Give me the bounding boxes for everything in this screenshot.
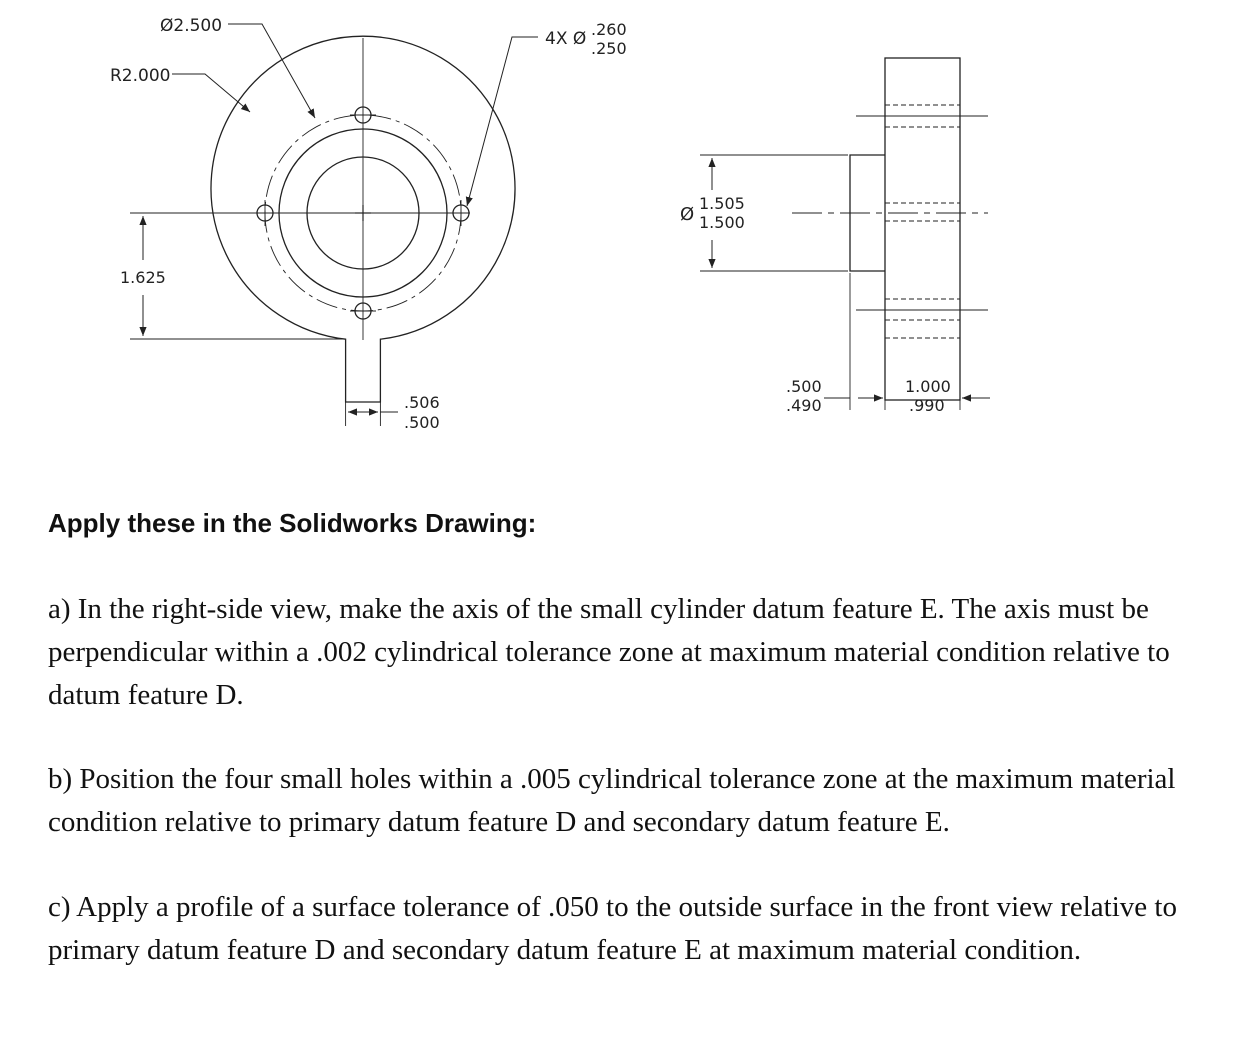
dim-hole-lower: .250 [591, 39, 627, 58]
instruction-c: c) Apply a profile of a surface tolerance of .050 to the outside surface in the front view relative to primary datum feature D and secondary datum feature E at maximum material condition. [48, 891, 1177, 966]
dim-flange-lower: .990 [909, 396, 945, 415]
dim-hole-upper: .260 [591, 20, 627, 39]
instruction-a: a) In the right-side view, make the axis of the small cylinder datum feature E. The axis must be perpendicular within a .002 cylindrical tolerance zone at maximum material condition relative to datum feature D. [48, 593, 1170, 711]
dim-boss-symbol: Ø [680, 204, 695, 225]
side-view [700, 58, 990, 410]
dim-flange-upper: 1.000 [905, 377, 951, 396]
dim-height: 1.625 [120, 268, 166, 287]
instruction-b: b) Position the four small holes within a .005 cylindrical tolerance zone at the maximum material condition relative to primary datum feature D and secondary datum feature E. [48, 763, 1176, 838]
instructions-heading: Apply these in the Solidworks Drawing: [48, 508, 537, 538]
dim-outer-diameter: Ø2.500 [160, 16, 223, 36]
leader-holes [467, 37, 538, 206]
dim-slot-upper: .506 [404, 393, 440, 412]
dim-hole-prefix: 4X Ø [545, 29, 587, 49]
dim-boss-lower: 1.500 [699, 213, 745, 232]
dim-boss-upper: 1.505 [699, 194, 745, 213]
dim-boss-len-lower: .490 [786, 396, 822, 415]
dim-slot-lower: .500 [404, 413, 440, 432]
front-view [130, 24, 538, 426]
flange-body [885, 58, 960, 400]
engineering-drawing [0, 0, 1252, 470]
dim-radius: R2.000 [110, 66, 171, 86]
leader-radius [172, 74, 250, 112]
dim-boss-len-upper: .500 [786, 377, 822, 396]
